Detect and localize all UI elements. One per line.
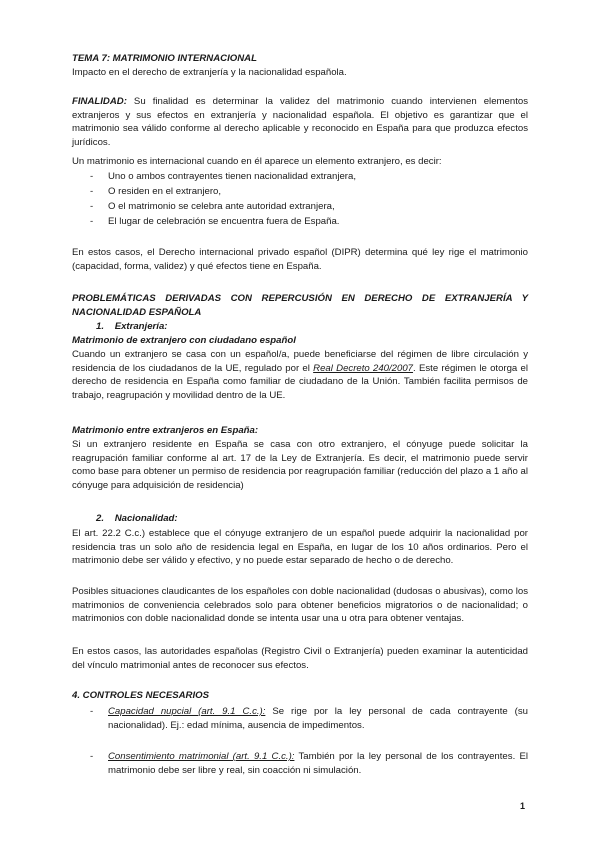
subsection-title: Matrimonio de extranjero con ciudadano español <box>72 335 296 346</box>
finalidad-paragraph <box>72 95 528 149</box>
capacidad-link[interactable]: Capacidad nupcial (art. 9.1 C.c.): <box>108 706 266 717</box>
list-dash: - <box>90 216 94 227</box>
list-dash: - <box>90 201 94 212</box>
page-subtitle: Impacto en el derecho de extranjería y la nacionalidad española. <box>72 67 347 78</box>
section-1-label: Extranjería: <box>114 321 168 332</box>
list-dash: - <box>90 171 94 182</box>
controles-heading: 4. CONTROLES NECESARIOS <box>72 690 209 701</box>
intro-item: El lugar de celebración se encuentra fuera de España. <box>108 216 340 227</box>
subsection-title: Matrimonio entre extranjeros en España: <box>72 425 259 436</box>
paragraph-text: . Este régimen le otorga el derecho de residencia en España como familiar de ciudadano de la Unión. También facilita permisos de trabajo, reagrupación y movilidad dentro de la UE. <box>72 362 528 401</box>
list-dash: - <box>90 706 94 717</box>
intro-item: Uno o ambos contrayentes tienen nacionalidad extranjera, <box>108 171 356 182</box>
controles-item <box>108 750 528 777</box>
list-dash: - <box>90 186 94 197</box>
dipr-paragraph: En estos casos, el Derecho internacional privado español (DIPR) determina qué ley rige el matrimonio (capacidad, forma, validez) y qué efectos tiene en España. <box>72 247 528 272</box>
item-text: También por la ley personal de los contrayentes. El matrimonio debe ser libre y real, sin coacción ni simulación. <box>108 751 528 776</box>
subsection-paragraph <box>72 348 528 402</box>
real-decreto-link[interactable]: Real Decreto 240/2007 <box>313 362 414 374</box>
intro-item: O el matrimonio se celebra ante autoridad extranjera, <box>108 201 335 212</box>
finalidad-text: Su finalidad es determinar la validez del matrimonio cuando intervienen elementos extranjeros y sus efectos en extranjería y nacionalidad española. El objetivo es garantizar que el matrimonio sea válido conforme al derecho aplicable y reconocido en España para que produzca efectos jurídicos. <box>72 96 528 148</box>
section-2-number: 2. <box>96 513 105 524</box>
item-text: Se rige por la ley personal de cada contrayente (su nacionalidad). Ej.: edad mínima, ausencia de impedimentos. <box>108 706 528 731</box>
controles-item <box>108 705 528 732</box>
paragraph-text: Cuando un extranjero se casa con un español/a, puede beneficiarse del régimen de libre circulación y residencia de los ciudadanos de la UE, regulado por el <box>72 349 528 374</box>
intro-item: O residen en el extranjero, <box>108 186 222 197</box>
section-2-heading <box>96 512 552 526</box>
section-2-label: Nacionalidad: <box>114 513 178 524</box>
section-1-heading <box>96 320 552 334</box>
page-number: 1 <box>520 801 526 811</box>
finalidad-label: FINALIDAD: <box>72 96 127 107</box>
claudicantes-paragraph: Posibles situaciones claudicantes de los españoles con doble nacionalidad (dudosas o abusivas), como los matrimonios de conveniencia celebrados solo para obtener beneficios migratorios o de nacionalidad; o matrimonios con doble nacionalidad donde se intenta usar una u otra para obtener ventajas. <box>72 586 528 625</box>
consentimiento-link[interactable]: Consentimiento matrimonial (art. 9.1 C.c.): <box>108 751 295 762</box>
subsection-paragraph: Si un extranjero residente en España se casa con otro extranjero, el cónyuge puede solicitar la reagrupación familiar conforme al art. 17 de la Ley de Extranjería. Es decir, el matrimonio puede servir como base para obtener un permiso de residencia por reagrupación familiar (reducción del plazo a 1 año al cónyuge para adquisición de residencia) <box>72 439 528 491</box>
list-dash: - <box>90 751 94 762</box>
nacionalidad-paragraph: El art. 22.2 C.c.) establece que el cónyuge extranjero de un español puede adquirir la nacionalidad por residencia tras un solo año de residencia legal en España, en lugar de los 10 años ordinarios. Pero el matrimonio debe ser válido y efectivo, y no puede estar separado de hecho o de derecho. <box>72 528 528 567</box>
section-1-number: 1. <box>96 321 105 332</box>
page-title: TEMA 7: MATRIMONIO INTERNACIONAL <box>72 53 257 64</box>
problematicas-heading: PROBLEMÁTICAS DERIVADAS CON REPERCUSIÓN EN DERECHO DE EXTRANJERÍA Y NACIONALIDAD ESPAÑOLA <box>72 293 528 318</box>
intro-paragraph: Un matrimonio es internacional cuando en él aparece un elemento extranjero, es decir: <box>72 156 442 167</box>
autoridades-paragraph: En estos casos, las autoridades españolas (Registro Civil o Extranjería) pueden examinar la autenticidad del vínculo matrimonial antes de reconocer sus efectos. <box>72 646 528 671</box>
